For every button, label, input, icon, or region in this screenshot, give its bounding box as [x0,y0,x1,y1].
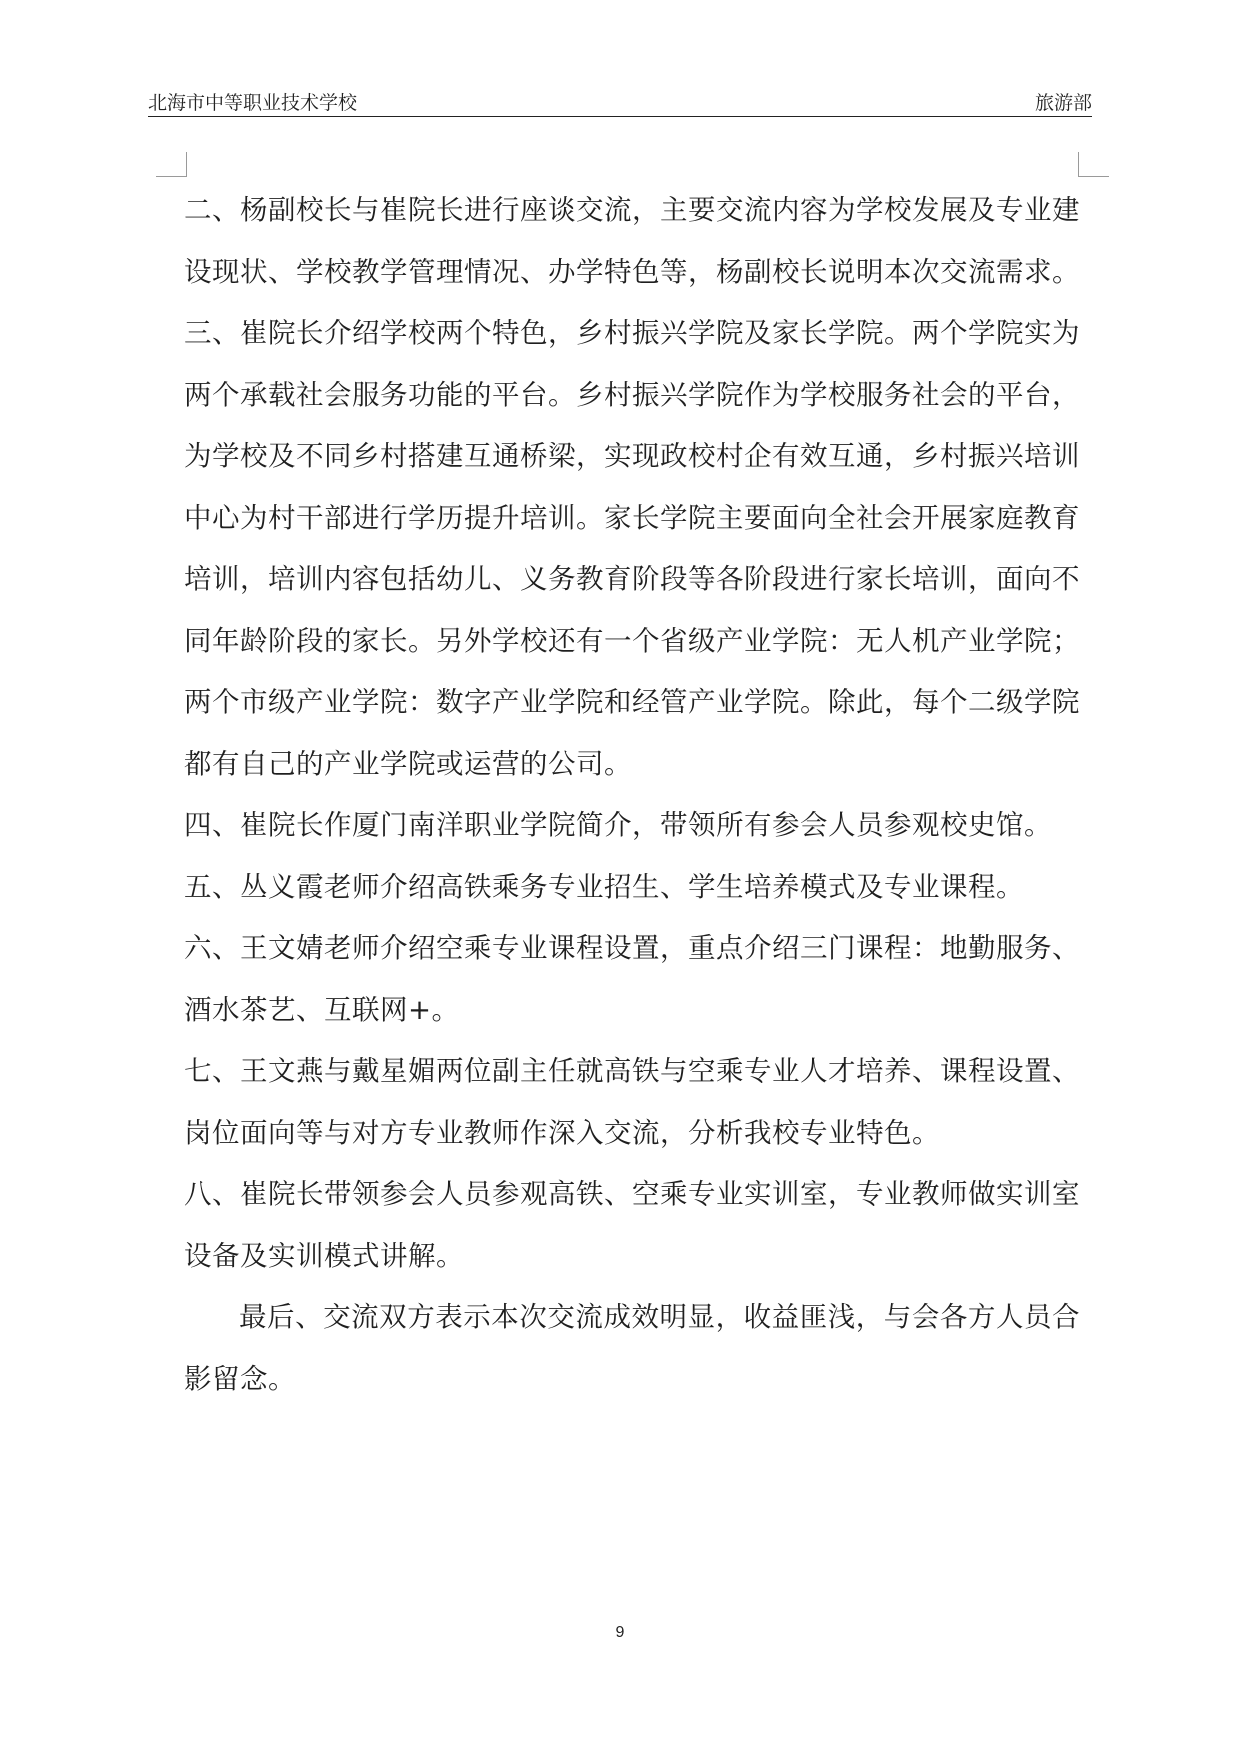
paragraph-item-6: 六、王文婧老师介绍空乘专业课程设置，重点介绍三门课程：地勤服务、酒水茶艺、互联网+。 [184,932,1080,1026]
margin-mark-top-right [1078,152,1109,177]
header-department: 旅游部 [1034,92,1092,114]
margin-mark-top-left [156,152,187,177]
paragraph-item-8: 八、崔院长带领参会人员参观高铁、空乘专业实训室，专业教师做实训室设备及实训模式讲解。 [184,1178,1080,1272]
header-school-name: 北海市中等职业技术学校 [148,92,358,114]
paragraph-item-5: 五、丛义霞老师介绍高铁乘务专业招生、学生培养模式及专业课程。 [184,870,1024,903]
page-header [148,88,1092,117]
paragraph-item-3: 三、崔院长介绍学校两个特色，乡村振兴学院及家长学院。两个学院实为两个承载社会服务功能的平台。乡村振兴学院作为学校服务社会的平台，为学校及不同乡村搭建互通桥梁，实现政校村企有效互通，乡村振兴培训中心为村干部进行学历提升培训。家长学院主要面向全社会开展家庭教育培训，培训内容包括幼儿、义务教育阶段等各阶段进行家长培训，面向不同年龄阶段的家长。另外学校还有一个省级产业学院：无人机产业学院；两个市级产业学院：数字产业学院和经管产业学院。除此，每个二级学院都有自己的产业学院或运营的公司。 [184,317,1080,780]
paragraph-item-2: 二、杨副校长与崔院长进行座谈交流，主要交流内容为学校发展及专业建设现状、学校教学管理情况、办学特色等，杨副校长说明本次交流需求。 [184,194,1080,288]
document-body [184,180,1080,1410]
paragraph-item-4: 四、崔院长作厦门南洋职业学院简介，带领所有参会人员参观校史馆。 [184,809,1052,841]
paragraph-item-7: 七、王文燕与戴星媚两位副主任就高铁与空乘专业人才培养、课程设置、岗位面向等与对方专业教师作深入交流，分析我校专业特色。 [184,1055,1080,1149]
page-number: 9 [615,1624,625,1641]
paragraph-conclusion: 最后、交流双方表示本次交流成效明显，收益匪浅，与会各方人员合影留念。 [184,1301,1080,1395]
